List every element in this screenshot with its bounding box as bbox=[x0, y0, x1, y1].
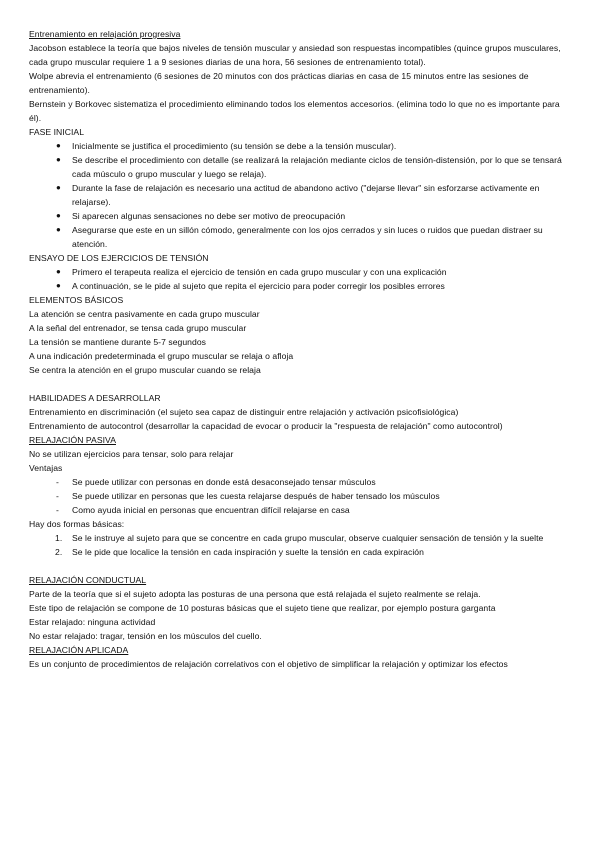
list-item bbox=[29, 475, 574, 489]
bullet-icon: ● bbox=[56, 183, 61, 192]
list-item bbox=[29, 279, 574, 293]
list-item bbox=[29, 153, 574, 181]
habilidades-line: Entrenamiento de autocontrol (desarrollar la capacidad de evocar o producir la "respuesta de relajación" como autocontrol) bbox=[29, 421, 503, 431]
elementos-heading: ELEMENTOS BÁSICOS bbox=[29, 295, 124, 305]
ensayo-heading: ENSAYO DE LOS EJERCICIOS DE TENSIÓN bbox=[29, 253, 209, 263]
ventajas-list bbox=[29, 475, 574, 517]
dash-icon: - bbox=[56, 505, 59, 515]
list-item bbox=[29, 531, 574, 545]
list-item-text: Inicialmente se justifica el procedimiento (su tensión se debe a la tensión muscular). bbox=[72, 141, 397, 151]
list-number: 1. bbox=[55, 533, 63, 543]
intro-paragraph-bernstein: Bernstein y Borkovec sistematiza el procedimiento eliminando todos los elementos accesorios. (elimina todo lo que no es importante para él). bbox=[29, 99, 560, 123]
list-item bbox=[29, 265, 574, 279]
list-item-text: Como ayuda inicial en personas que encuentran difícil relajarse en casa bbox=[72, 505, 350, 515]
list-item-text: Si aparecen algunas sensaciones no debe ser motivo de preocupación bbox=[72, 211, 346, 221]
fase-inicial-heading: FASE INICIAL bbox=[29, 127, 85, 137]
conductual-line: No estar relajado: tragar, tensión en los músculos del cuello. bbox=[29, 631, 262, 641]
list-item bbox=[29, 209, 574, 223]
list-item bbox=[29, 489, 574, 503]
conductual-heading: RELAJACIÓN CONDUCTUAL bbox=[29, 575, 147, 585]
formas-list bbox=[29, 531, 574, 559]
elementos-line: La tensión se mantiene durante 5-7 segundos bbox=[29, 337, 207, 347]
list-item bbox=[29, 223, 574, 251]
section-spacer bbox=[29, 559, 574, 573]
list-item-text: Primero el terapeuta realiza el ejercicio de tensión en cada grupo muscular y con una explicación bbox=[72, 267, 447, 277]
aplicada-line: Es un conjunto de procedimientos de relajación correlativos con el objetivo de simplificar la relajación y optimizar los efectos bbox=[29, 659, 508, 669]
document-page bbox=[29, 27, 574, 671]
habilidades-line: Entrenamiento en discriminación (el sujeto sea capaz de distinguir entre relajación y activación psicofisiológica) bbox=[29, 407, 459, 417]
document-title: Entrenamiento en relajación progresiva bbox=[29, 29, 181, 39]
section-spacer bbox=[29, 377, 574, 391]
list-item-text: Durante la fase de relajación es necesario una actitud de abandono activo ("dejarse llevar" sin esforzarse activamente en relajarse). bbox=[72, 183, 540, 207]
list-item-text: Se puede utilizar en personas que les cuesta relajarse después de haber tensado los músculos bbox=[72, 491, 440, 501]
formas-label: Hay dos formas básicas: bbox=[29, 519, 125, 529]
aplicada-heading: RELAJACIÓN APLICADA bbox=[29, 645, 129, 655]
elementos-line: Se centra la atención en el grupo muscular cuando se relaja bbox=[29, 365, 261, 375]
bullet-icon: ● bbox=[56, 225, 61, 234]
list-item-text: A continuación, se le pide al sujeto que repita el ejercicio para poder corregir los posibles errores bbox=[72, 281, 445, 291]
bullet-icon: ● bbox=[56, 141, 61, 150]
ventajas-label: Ventajas bbox=[29, 463, 63, 473]
list-item bbox=[29, 545, 574, 559]
bullet-icon: ● bbox=[56, 155, 61, 164]
conductual-line: Este tipo de relajación se compone de 10 posturas básicas que el sujeto tiene que realizar, por ejemplo postura garganta bbox=[29, 603, 496, 613]
list-item-text: Se puede utilizar con personas en donde está desaconsejado tensar músculos bbox=[72, 477, 376, 487]
pasiva-intro: No se utilizan ejercicios para tensar, solo para relajar bbox=[29, 449, 234, 459]
elementos-line: La atención se centra pasivamente en cada grupo muscular bbox=[29, 309, 260, 319]
conductual-line: Parte de la teoría que si el sujeto adopta las posturas de una persona que está relajada el sujeto realmente se relaja. bbox=[29, 589, 481, 599]
dash-icon: - bbox=[56, 491, 59, 501]
elementos-line: A una indicación predeterminada el grupo muscular se relaja o afloja bbox=[29, 351, 294, 361]
bullet-icon: ● bbox=[56, 211, 61, 220]
elementos-line: A la señal del entrenador, se tensa cada grupo muscular bbox=[29, 323, 247, 333]
habilidades-heading: HABILIDADES A DESARROLLAR bbox=[29, 393, 161, 403]
list-item bbox=[29, 181, 574, 209]
dash-icon: - bbox=[56, 477, 59, 487]
list-item bbox=[29, 503, 574, 517]
intro-paragraph-wolpe: Wolpe abrevia el entrenamiento (6 sesiones de 20 minutos con dos prácticas diarias en casa de 15 minutos entre las sesiones de entrenamiento). bbox=[29, 71, 529, 95]
list-item bbox=[29, 139, 574, 153]
conductual-line: Estar relajado: ninguna actividad bbox=[29, 617, 156, 627]
list-item-text: Se le instruye al sujeto para que se concentre en cada grupo muscular, observe cualquier sensación de tensión y la suelte bbox=[72, 533, 544, 543]
pasiva-heading: RELAJACIÓN PASIVA bbox=[29, 435, 116, 445]
ensayo-list bbox=[29, 265, 574, 293]
intro-paragraph-jacobson: Jacobson establece la teoría que bajos niveles de tensión muscular y ansiedad son respuestas incompatibles (quince grupos musculares, cada grupo muscular requiere 1 a 9 sesiones diarias de una hora, 56 sesiones de entrenamiento total). bbox=[29, 43, 561, 67]
bullet-icon: ● bbox=[56, 281, 61, 290]
fase-inicial-list bbox=[29, 139, 574, 251]
bullet-icon: ● bbox=[56, 267, 61, 276]
list-item-text: Se le pide que localice la tensión en cada inspiración y suelte la tensión en cada expiración bbox=[72, 547, 424, 557]
list-item-text: Asegurarse que este en un sillón cómodo, generalmente con los ojos cerrados y sin luces o ruidos que puedan distraer su atención. bbox=[72, 225, 543, 249]
list-number: 2. bbox=[55, 547, 63, 557]
list-item-text: Se describe el procedimiento con detalle (se realizará la relajación mediante ciclos de tensión-distensión, por lo que se tensará cada músculo o grupo muscular y luego se relaja). bbox=[72, 155, 562, 179]
